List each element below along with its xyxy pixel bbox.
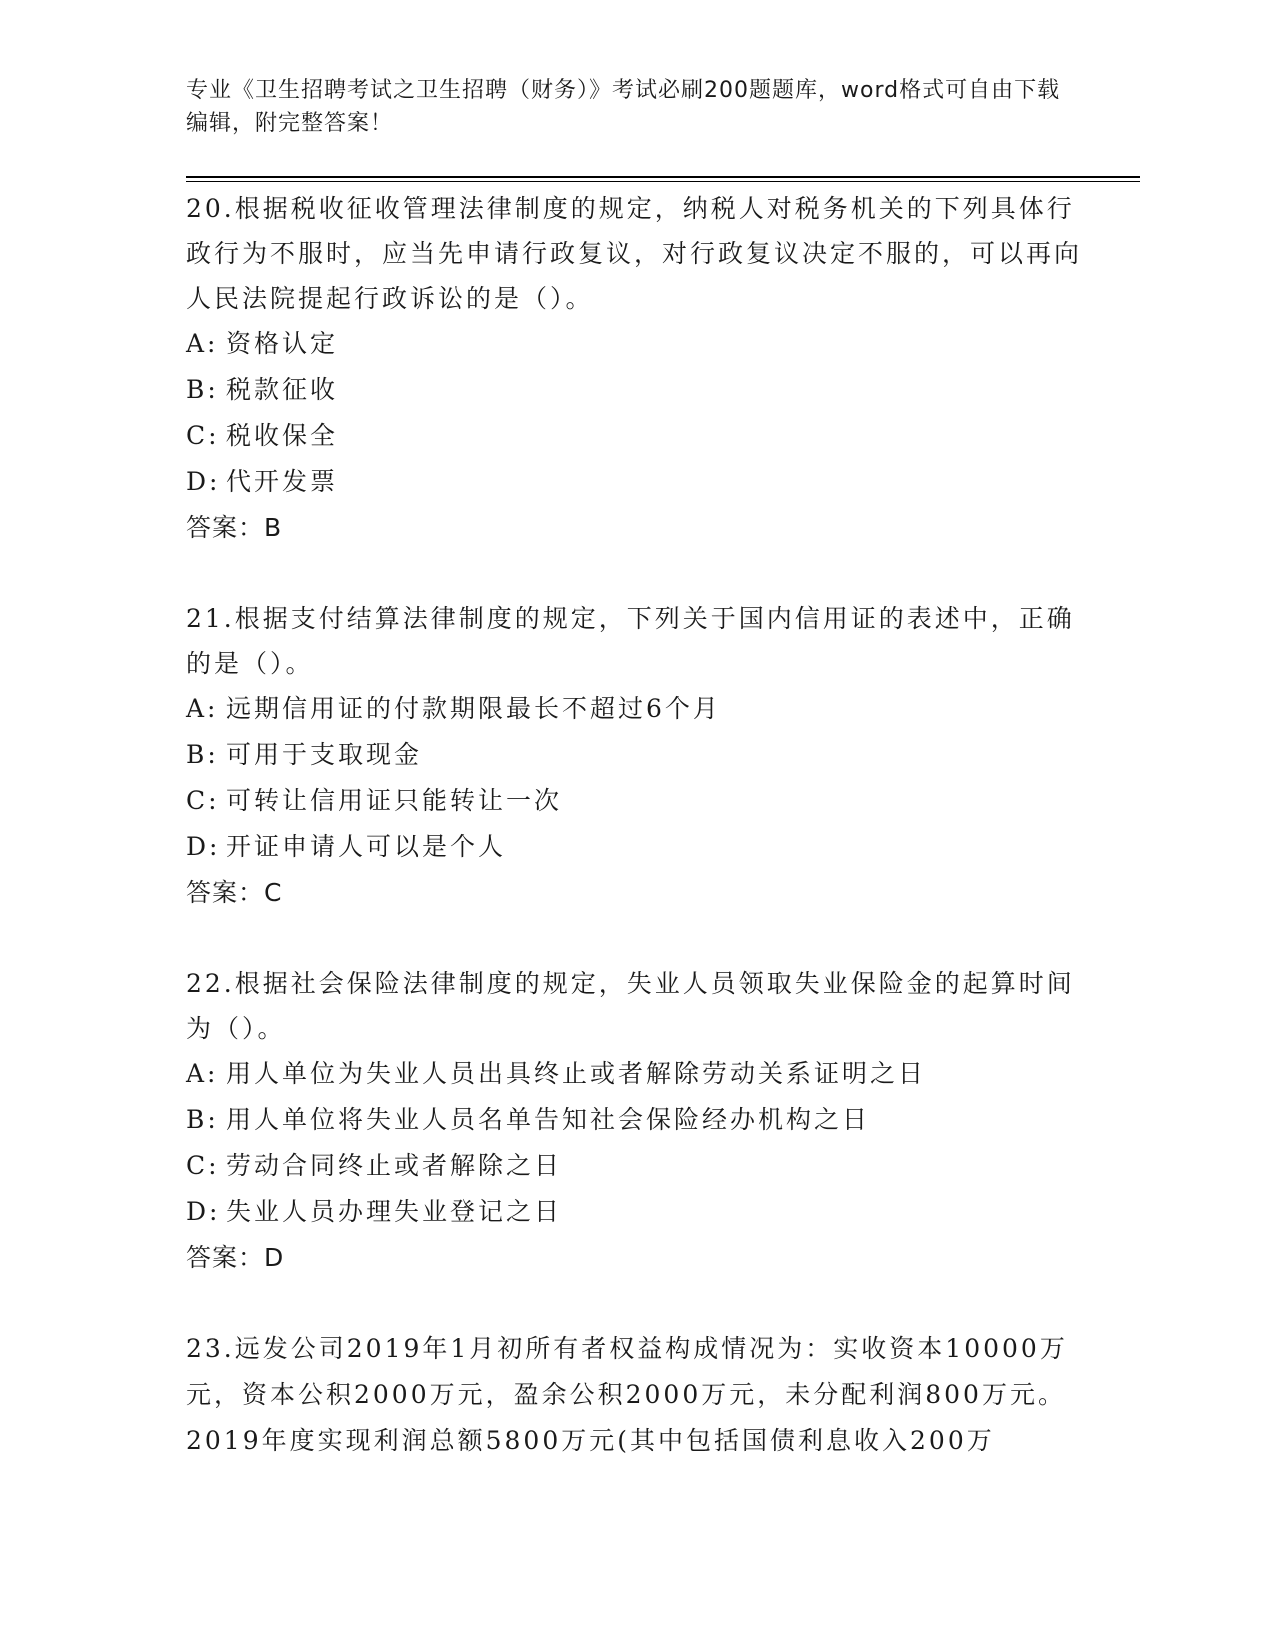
option-c: [186, 413, 1086, 459]
option-text: 税收保全: [226, 421, 339, 450]
question-20: [186, 186, 1086, 551]
option-letter: B:: [186, 1105, 219, 1134]
option-text: 劳动合同终止或者解除之日: [226, 1151, 563, 1180]
option-d: [186, 459, 1086, 505]
question-text: 23.远发公司2019年1月初所有者权益构成情况为：实收资本10000万元，资本公积2000万元，盈余公积2000万元，未分配利润800万元。2019年度实现利润总额5800万元(其中包括国债利息收入200万: [186, 1334, 1068, 1455]
option-a: [186, 1051, 1086, 1097]
option-text: 可转让信用证只能转让一次: [226, 786, 563, 815]
question-list: [186, 186, 1086, 1509]
option-letter: C:: [186, 1151, 220, 1180]
option-letter: A:: [186, 694, 219, 723]
option-letter: D:: [186, 467, 221, 496]
option-d: [186, 824, 1086, 870]
option-d: [186, 1189, 1086, 1235]
question-23: [186, 1326, 1086, 1464]
answer-label: 答案：B: [186, 513, 283, 542]
question-21: [186, 596, 1086, 916]
option-letter: D:: [186, 1197, 221, 1226]
option-text: 远期信用证的付款期限最长不超过6个月: [226, 694, 721, 723]
option-letter: B:: [186, 740, 219, 769]
header-divider-thin: [186, 181, 1140, 182]
question-22: [186, 961, 1086, 1281]
option-letter: D:: [186, 832, 221, 861]
document-header: 专业《卫生招聘考试之卫生招聘（财务）》考试必刷200题题库，word格式可自由下载编辑，附完整答案！: [186, 78, 1061, 136]
option-letter: A:: [186, 329, 219, 358]
question-text: 21.根据支付结算法律制度的规定，下列关于国内信用证的表述中，正确的是（）。: [186, 604, 1075, 678]
option-c: [186, 778, 1086, 824]
option-text: 代开发票: [226, 467, 339, 496]
option-a: [186, 686, 1086, 732]
option-text: 用人单位将失业人员名单告知社会保险经办机构之日: [226, 1105, 871, 1134]
option-text: 资格认定: [226, 329, 339, 358]
option-a: [186, 321, 1086, 367]
option-b: [186, 1097, 1086, 1143]
option-text: 失业人员办理失业登记之日: [226, 1197, 563, 1226]
question-text: 20.根据税收征收管理法律制度的规定，纳税人对税务机关的下列具体行政行为不服时，应当先申请行政复议，对行政复议决定不服的，可以再向人民法院提起行政诉讼的是（）。: [186, 194, 1083, 313]
answer-label: 答案：C: [186, 878, 283, 907]
option-letter: C:: [186, 786, 220, 815]
option-letter: A:: [186, 1059, 219, 1088]
option-c: [186, 1143, 1086, 1189]
option-text: 税款征收: [226, 375, 339, 404]
option-letter: B:: [186, 375, 219, 404]
question-text: 22.根据社会保险法律制度的规定，失业人员领取失业保险金的起算时间为（）。: [186, 969, 1075, 1043]
option-b: [186, 367, 1086, 413]
option-text: 用人单位为失业人员出具终止或者解除劳动关系证明之日: [226, 1059, 927, 1088]
option-text: 可用于支取现金: [226, 740, 423, 769]
option-b: [186, 732, 1086, 778]
header-divider-thick: [186, 176, 1140, 178]
option-text: 开证申请人可以是个人: [226, 832, 507, 861]
answer-label: 答案：D: [186, 1243, 285, 1272]
option-letter: C:: [186, 421, 220, 450]
